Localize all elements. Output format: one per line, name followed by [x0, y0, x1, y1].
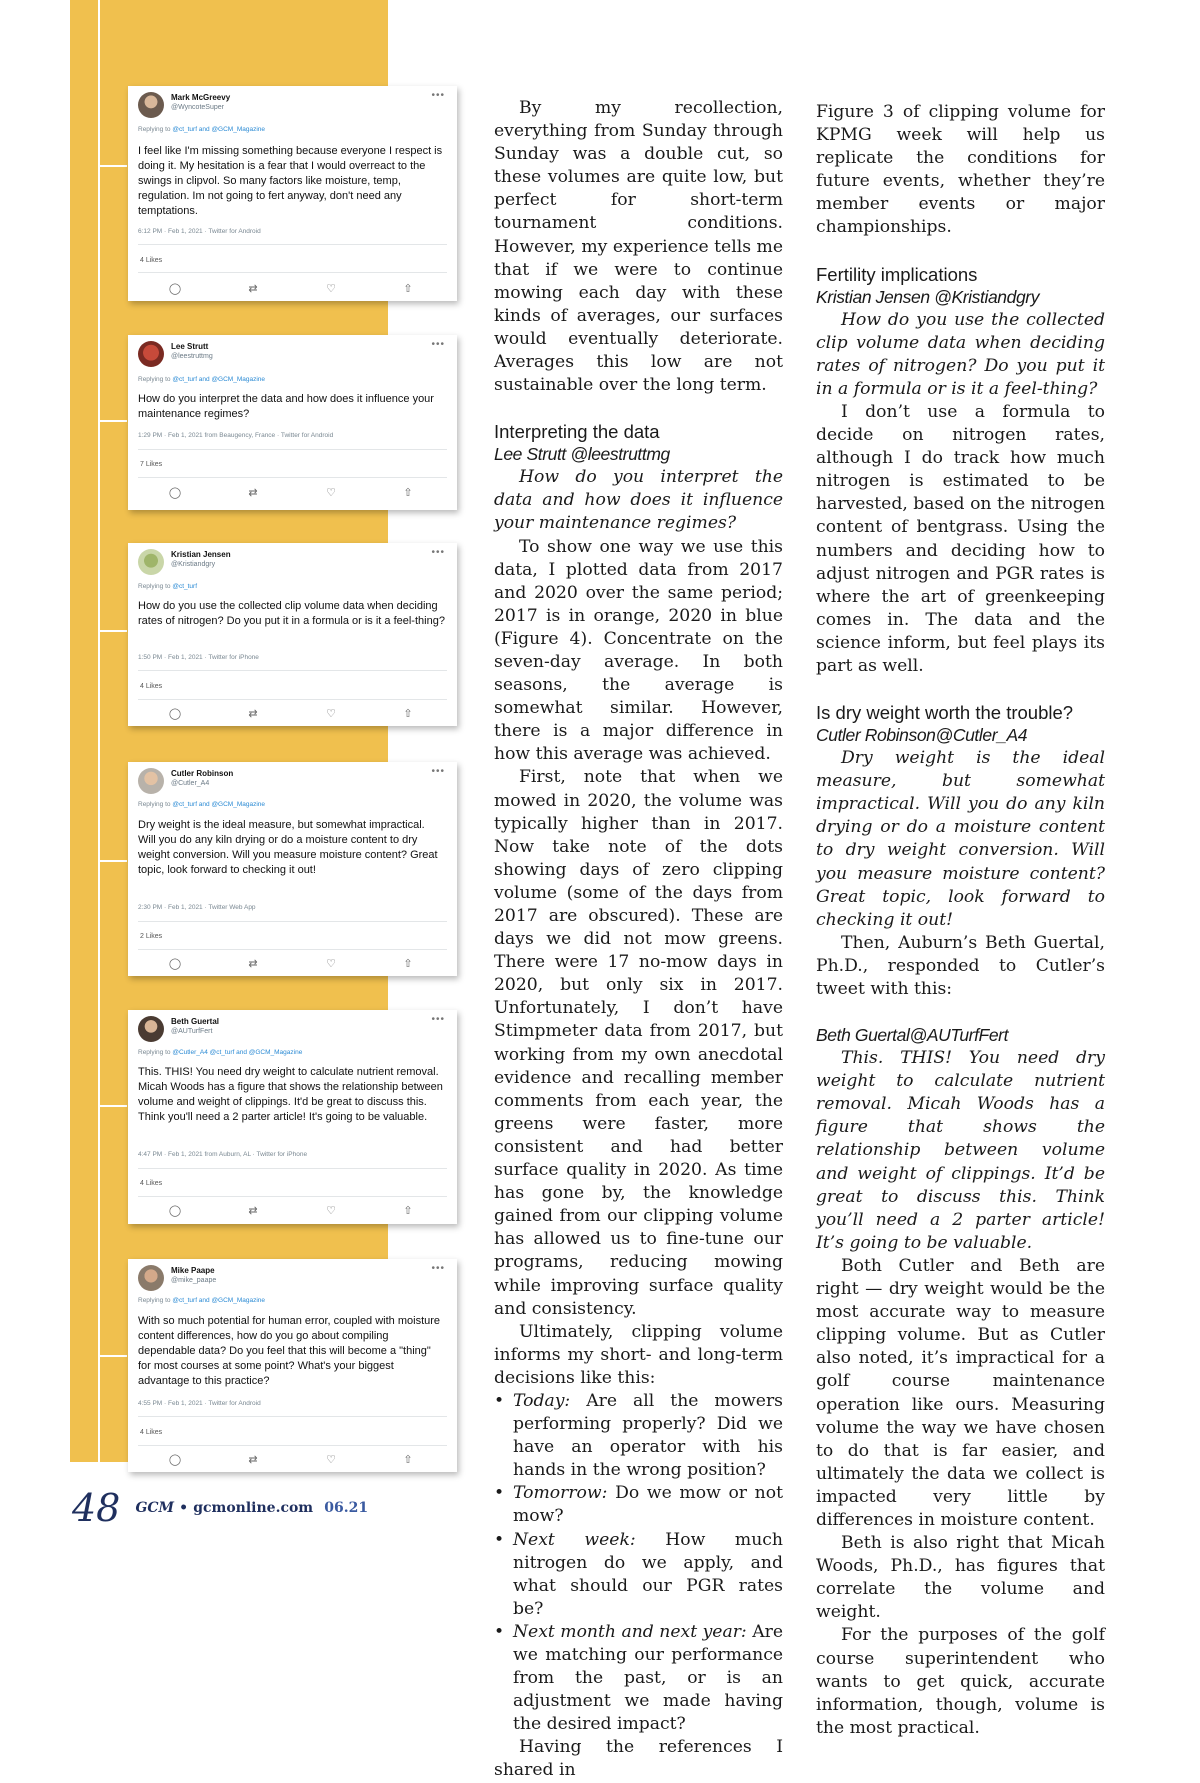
divider	[138, 477, 447, 478]
tweet-text: Dry weight is the ideal measure, but somewhat impractical. Will you do any kiln drying or do a moisture content to dry weight conversion. Will you measure moisture content? Great topic, look forward to checking it out!	[138, 819, 438, 876]
list-item: • Today: Are all the mowers performing properly? Did we have an operator with his hands in the wrong position?	[494, 1390, 783, 1481]
list-item: • Tomorrow: Do we mow or not mow?	[494, 1483, 783, 1527]
timeline-tick	[99, 1355, 127, 1357]
divider	[138, 1416, 447, 1417]
divider	[138, 670, 447, 671]
divider	[138, 1196, 447, 1197]
reply-icon[interactable]: ◯	[168, 283, 182, 295]
list-item: • Next week: How much nitrogen do we apply, and what should our PGR rates be?	[494, 1529, 783, 1619]
retweet-icon[interactable]: ⇄	[248, 958, 258, 970]
paragraph: By my recollection, everything from Sunday through Sunday was a double cut, so these volumes are quite low, but perfect for short-term tournament conditions. However, my experience tells me that if we were to continue mowing each day with these kinds of averages, our surfaces would eventually deteriorate. Averages this low are not sustainable over the long term.	[494, 98, 783, 396]
paragraph: Having the references I shared in	[494, 1737, 783, 1781]
share-icon[interactable]: ⇧	[403, 708, 413, 720]
tweet-card	[128, 1259, 457, 1472]
like-icon[interactable]: ♡	[326, 283, 336, 295]
retweet-icon[interactable]: ⇄	[248, 1454, 258, 1466]
section-heading: Interpreting the data	[494, 421, 660, 443]
replying-to-line: Replying to @ct_turf and @GCM_Magazine	[138, 126, 266, 133]
paragraph: Beth is also right that Micah Woods, Ph.D., has figures that correlate the volume and weight.	[816, 1533, 1105, 1623]
replying-to-line: Replying to @ct_turf and @GCM_Magazine	[138, 801, 266, 808]
replying-to-handles[interactable]: @ct_turf and @GCM_Magazine	[172, 126, 266, 133]
replying-to-handles[interactable]: @ct_turf	[172, 583, 198, 590]
reply-icon[interactable]: ◯	[168, 1454, 182, 1466]
tweet-card	[128, 1010, 457, 1224]
like-icon[interactable]: ♡	[326, 958, 336, 970]
replying-to-line: Replying to @ct_turf	[138, 583, 198, 590]
tweet-author-handle[interactable]: @Kristiandgry	[171, 561, 216, 568]
byline: Kristian Jensen @Kristiandgry	[816, 286, 1040, 307]
likes-count[interactable]: 7 Likes	[140, 461, 163, 468]
retweet-icon[interactable]: ⇄	[248, 1205, 258, 1217]
paragraph: First, note that when we mowed in 2020, the volume was typically higher than in 2017. Now take note of the dots showing days of zero clipping volume (some of the days from 2017 are obscured). These are days we did not mow greens. There were 17 no-mow days in 2020, but only six in 2017. Unfortunately, I don’t have Stimpmeter data from 2017, but working from my own anecdotal evidence and recalling member comments from each year, the greens were faster, more consistent and had better surface quality in 2020. As time has gone by, the knowledge gained from our clipping volume has allowed us to fine-tune our programs, reducing mowing while improving surface quality and consistency.	[494, 767, 783, 1319]
byline: Cutler Robinson@Cutler_A4	[816, 725, 1028, 746]
byline: Lee Strutt @leestruttmg	[494, 444, 670, 465]
article-column-1	[494, 97, 783, 1783]
tweet-author-name[interactable]: Cutler Robinson	[171, 769, 234, 778]
paragraph: To show one way we use this data, I plotted data from 2017 and 2020 over the same period; 2017 is in orange, 2020 in blue (Figure 4). Concentrate on the seven-day average. In both seasons, the average is somewhat similar. However, there is a major difference in how this average was achieved.	[494, 536, 783, 765]
share-icon[interactable]: ⇧	[403, 283, 413, 295]
paragraph: Figure 3 of clipping volume for KPMG week will help us replicate the conditions for future events, whether they’re member events or major championships.	[816, 102, 1105, 238]
replying-to-handles[interactable]: @ct_turf and @GCM_Magazine	[172, 801, 266, 808]
replying-to-handles[interactable]: @ct_turf and @GCM_Magazine	[172, 376, 266, 383]
likes-count[interactable]: 4 Likes	[140, 1180, 163, 1187]
reply-icon[interactable]: ◯	[168, 1205, 182, 1217]
tweet-author-handle[interactable]: @AUTurfFert	[171, 1028, 213, 1035]
replying-to-line: Replying to @ct_turf and @GCM_Magazine	[138, 376, 266, 383]
tweet-author-name[interactable]: Mark McGreevy	[171, 93, 231, 102]
more-options-icon[interactable]: •••	[431, 1014, 445, 1025]
retweet-icon[interactable]: ⇄	[248, 708, 258, 720]
paragraph: Then, Auburn’s Beth Guertal, Ph.D., responded to Cutler’s tweet with this:	[816, 932, 1105, 999]
list-item: • Next month and next year: Are we matching our performance from the past, or is an adjustment we made having the desired impact?	[494, 1621, 783, 1735]
tweet-author-name[interactable]: Lee Strutt	[171, 342, 209, 351]
publication-name: GCM	[135, 1500, 175, 1516]
avatar[interactable]	[138, 341, 164, 367]
timeline-tick	[99, 165, 127, 167]
more-options-icon[interactable]: •••	[431, 766, 445, 777]
avatar[interactable]	[138, 549, 164, 575]
reply-icon[interactable]: ◯	[168, 708, 182, 720]
divider	[138, 1168, 447, 1169]
divider	[138, 449, 447, 450]
avatar[interactable]	[138, 92, 164, 118]
like-icon[interactable]: ♡	[326, 1205, 336, 1217]
tweet-quote: How do you use the collected clip volume data when deciding rates of nitrogen? Do you put it in a formula or is it a feel-thing?	[816, 309, 1105, 399]
tweet-author-handle[interactable]: @mike_paape	[171, 1277, 217, 1284]
like-icon[interactable]: ♡	[326, 487, 336, 499]
likes-count[interactable]: 2 Likes	[140, 933, 163, 940]
more-options-icon[interactable]: •••	[431, 339, 445, 350]
likes-count[interactable]: 4 Likes	[140, 257, 163, 264]
tweet-card	[128, 335, 457, 510]
tweet-text: How do you use the collected clip volume data when deciding rates of nitrogen? Do you put it in a formula or is it a feel-thing?	[138, 600, 445, 627]
likes-count[interactable]: 4 Likes	[140, 1429, 163, 1436]
tweet-author-name[interactable]: Mike Paape	[171, 1266, 215, 1275]
tweet-card	[128, 86, 457, 301]
avatar[interactable]	[138, 1265, 164, 1291]
more-options-icon[interactable]: •••	[431, 1263, 445, 1274]
page-footer	[72, 1486, 368, 1530]
tweet-quote: Dry weight is the ideal measure, but somewhat impractical. Will you do any kiln drying or do a moisture content to dry weight conversion. Will you measure moisture content? Great topic, look forward to checking it out!	[816, 748, 1105, 930]
article-column-2	[816, 101, 1105, 1740]
tweet-timestamp[interactable]: 1:50 PM · Feb 1, 2021 · Twitter for iPhone	[138, 654, 259, 661]
divider	[138, 699, 447, 700]
timeline-tick	[99, 1105, 127, 1107]
more-options-icon[interactable]: •••	[431, 547, 445, 558]
tweet-author-name[interactable]: Beth Guertal	[171, 1017, 220, 1026]
like-icon[interactable]: ♡	[326, 1454, 336, 1466]
tweet-card	[128, 762, 457, 976]
tweet-text: How do you interpret the data and how does it influence your maintenance regimes?	[138, 393, 434, 420]
likes-count[interactable]: 4 Likes	[140, 683, 163, 690]
avatar[interactable]	[138, 768, 164, 794]
tweet-timestamp[interactable]: 2:30 PM · Feb 1, 2021 · Twitter Web App	[138, 904, 256, 911]
divider	[138, 1445, 447, 1446]
issue-date: 06.21	[324, 1500, 369, 1516]
timeline-tick	[99, 420, 127, 422]
timeline-tick	[99, 860, 127, 862]
divider	[138, 921, 447, 922]
retweet-icon[interactable]: ⇄	[248, 283, 258, 295]
tweet-text: With so much potential for human error, coupled with moisture content differences, how do you go about compiling dependable data? Do you feel that this will become a "thing" for most courses at some point? What's your biggest advantage to this practice?	[138, 1315, 441, 1387]
avatar[interactable]	[138, 1016, 164, 1042]
share-icon[interactable]: ⇧	[403, 1205, 413, 1217]
tweet-quote: This. THIS! You need dry weight to calculate nutrient removal. Micah Woods has a figure that shows the relationship between volume and weight of clippings. It’d be great to discuss this. Think you’ll need a 2 parter article! It’s going to be valuable.	[816, 1048, 1105, 1253]
tweet-author-handle[interactable]: @WyncoteSuper	[171, 104, 224, 111]
tweet-author-handle[interactable]: @leestruttmg	[171, 353, 213, 360]
replying-to-line: Replying to @Cutler_A4 @ct_turf and @GCM_Magazine	[138, 1049, 303, 1056]
divider	[138, 272, 447, 273]
share-icon[interactable]: ⇧	[403, 1454, 413, 1466]
paragraph: Ultimately, clipping volume informs my short- and long-term decisions like this:	[494, 1321, 783, 1388]
reply-icon[interactable]: ◯	[168, 487, 182, 499]
byline: Beth Guertal@AUTurfFert	[816, 1025, 1009, 1046]
divider	[138, 244, 447, 245]
like-icon[interactable]: ♡	[326, 708, 336, 720]
footer-bullet: •	[179, 1500, 189, 1516]
more-options-icon[interactable]: •••	[431, 90, 445, 101]
tweet-author-handle[interactable]: @Cutler_A4	[171, 780, 210, 787]
tweet-timestamp[interactable]: 4:47 PM · Feb 1, 2021 from Auburn, AL · Twitter for iPhone	[138, 1151, 308, 1158]
section-heading: Is dry weight worth the trouble?	[816, 702, 1074, 724]
paragraph: For the purposes of the golf course superintendent who wants to get quick, accurate information, though, volume is the most practical.	[816, 1625, 1105, 1738]
tweet-card	[128, 543, 457, 726]
tweet-author-name[interactable]: Kristian Jensen	[171, 550, 231, 559]
retweet-icon[interactable]: ⇄	[248, 487, 258, 499]
paragraph: Both Cutler and Beth are right — dry weight would be the most accurate way to measure clipping volume. But as Cutler also noted, it’s impractical for a golf course maintenance operation like ours. Measuring volume the way we have chosen to do that is far easier, and ultimately the data we collect is impacted very little by differences in moisture content.	[816, 1255, 1105, 1530]
share-icon[interactable]: ⇧	[403, 958, 413, 970]
tweet-text: This. THIS! You need dry weight to calculate nutrient removal. Micah Woods has a figure that shows the relationship between volume and weight of clippings. It'd be great to discuss this. Think you'll need a 2 parter article! It's going to be valuable.	[138, 1066, 443, 1123]
tweet-timestamp[interactable]: 1:29 PM · Feb 1, 2021 from Beaugency, France · Twitter for Android	[138, 432, 334, 439]
share-icon[interactable]: ⇧	[403, 487, 413, 499]
site-link[interactable]: gcmonline.com	[193, 1500, 314, 1516]
tweet-timestamp[interactable]: 4:55 PM · Feb 1, 2021 · Twitter for Android	[138, 1400, 261, 1407]
paragraph: I don’t use a formula to decide on nitrogen rates, although I do track how much nitrogen is estimated to be harvested, based on the nitrogen content of bentgrass. Using the numbers and deciding how to adjust nitrogen and PGR rates is where the art of greenkeeping comes in. The data and the science inform, but feel plays its part as well.	[816, 401, 1105, 676]
bullet-list	[494, 1390, 783, 1736]
tweet-quote: How do you interpret the data and how does it influence your maintenance regimes?	[494, 467, 783, 534]
tweet-text: I feel like I'm missing something because everyone I respect is doing it. My hesitation is a fear that I would overreact to the swings in clipvol. So many factors like moisture, temp, regulation. Im not going to fert anyway, don't need any temptations.	[138, 145, 443, 217]
divider	[138, 949, 447, 950]
timeline-line	[98, 0, 100, 1462]
reply-icon[interactable]: ◯	[168, 958, 182, 970]
replying-to-handles[interactable]: @ct_turf and @GCM_Magazine	[172, 1297, 266, 1304]
section-heading: Fertility implications	[816, 263, 978, 285]
timeline-tick	[99, 630, 127, 632]
replying-to-line: Replying to @ct_turf and @GCM_Magazine	[138, 1297, 266, 1304]
tweet-timestamp[interactable]: 6:12 PM · Feb 1, 2021 · Twitter for Android	[138, 228, 261, 235]
page-number: 48	[72, 1486, 121, 1530]
replying-to-handles[interactable]: @Cutler_A4 @ct_turf and @GCM_Magazine	[172, 1049, 303, 1056]
